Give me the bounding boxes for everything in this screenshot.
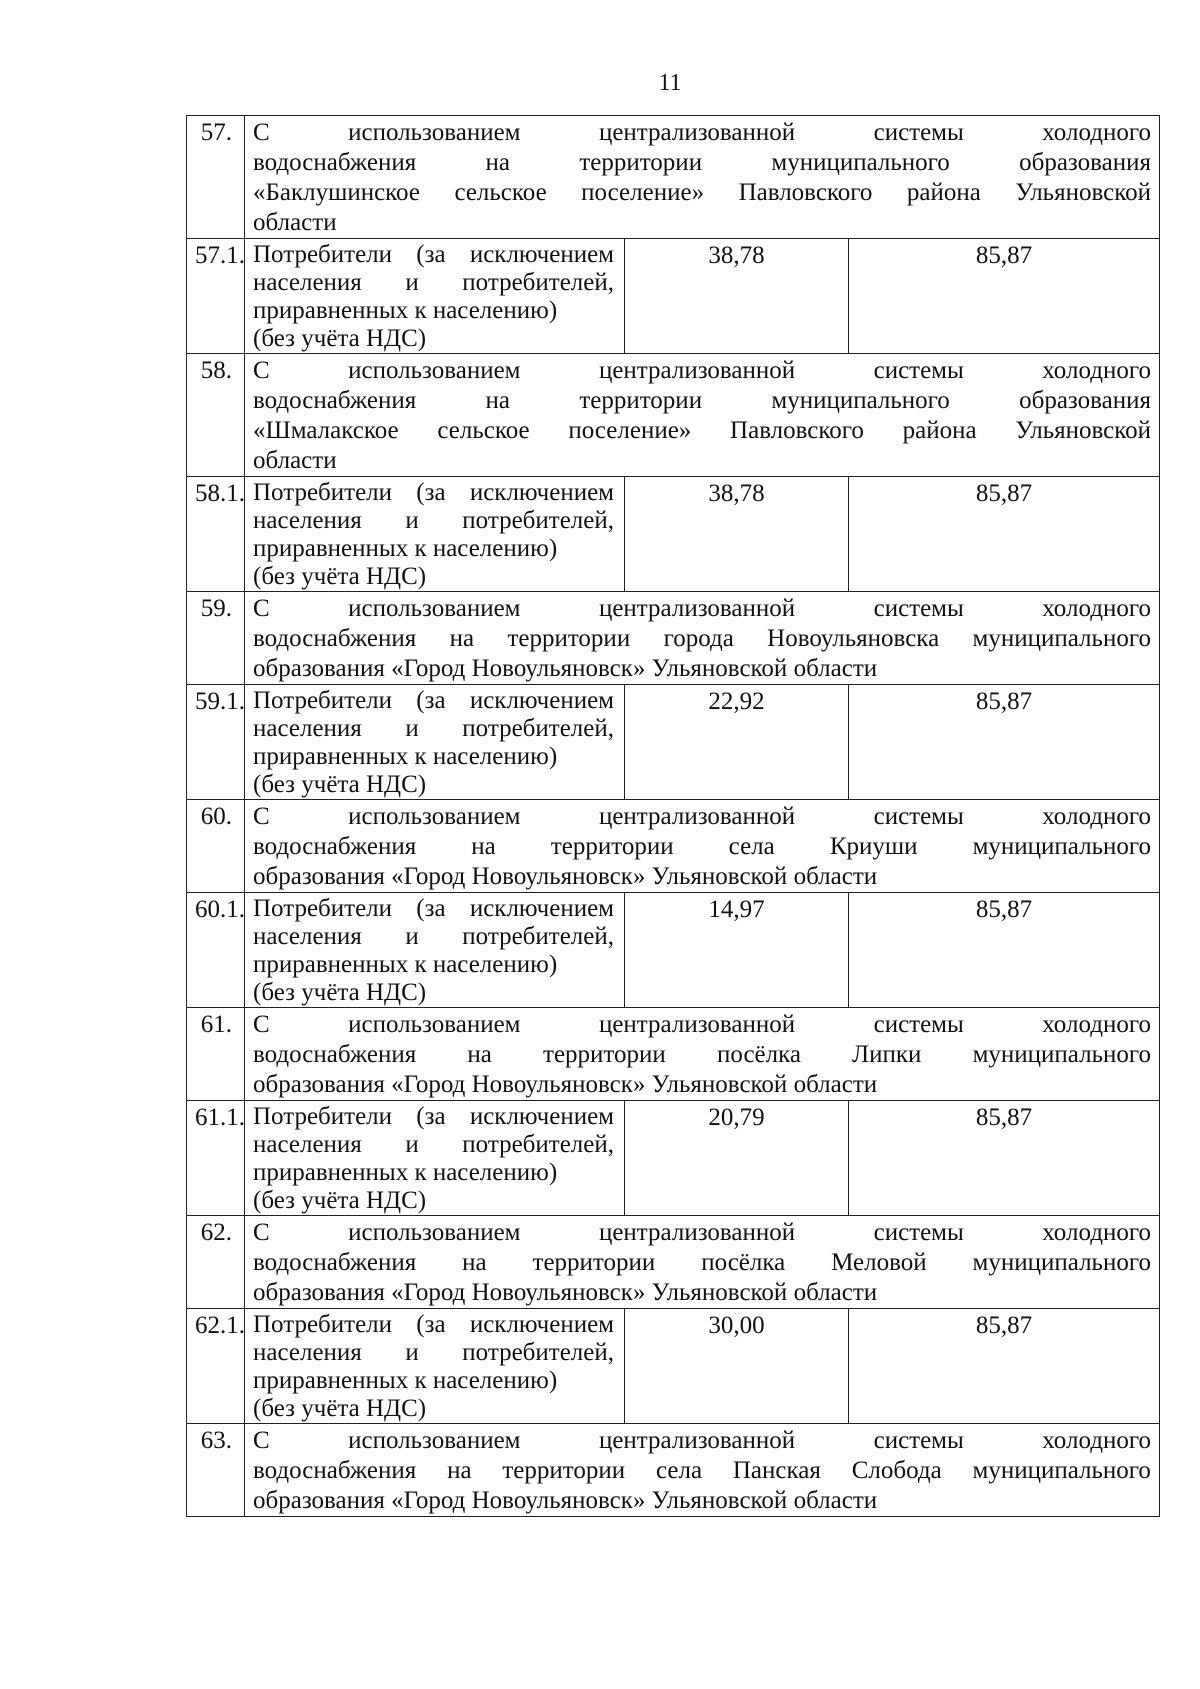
- word: холодного: [1042, 1427, 1151, 1454]
- word: централизованной: [598, 1219, 796, 1246]
- word: централизованной: [598, 1427, 796, 1454]
- word: населения: [253, 1131, 362, 1158]
- row-number: 57.: [187, 116, 245, 239]
- word: С: [253, 119, 270, 146]
- word: муниципального: [771, 149, 950, 176]
- word: централизованной: [598, 119, 796, 146]
- text-line-last: образования «Город Новоульяновск» Ульяновской области: [253, 655, 878, 682]
- consumer-row: [187, 1101, 1160, 1216]
- consumer-line: [253, 1339, 614, 1367]
- word: и: [405, 1131, 419, 1158]
- section-row: [187, 592, 1160, 685]
- consumer-category: [245, 893, 625, 1008]
- row-number: 63.: [187, 1424, 245, 1517]
- word: Ульяновской: [1015, 179, 1151, 206]
- section-description: [245, 1008, 1160, 1101]
- word: на: [462, 1249, 487, 1276]
- sub-row-number: 60.1.: [187, 893, 245, 1008]
- consumer-line: (без учёта НДС): [253, 325, 427, 352]
- word: Потребители: [253, 479, 393, 506]
- word: муниципального: [972, 1457, 1151, 1484]
- word: холодного: [1042, 119, 1151, 146]
- word: села: [655, 1457, 703, 1484]
- word: холодного: [1042, 595, 1151, 622]
- tariff-value-1: 20,79: [625, 1101, 849, 1216]
- word: территории: [550, 833, 674, 860]
- consumer-line: (без учёта НДС): [253, 979, 427, 1006]
- consumer-line: [253, 479, 614, 507]
- word: водоснабжения: [253, 625, 417, 652]
- word: (за: [416, 479, 446, 506]
- section-row: [187, 800, 1160, 893]
- word: Слобода: [851, 1457, 942, 1484]
- word: поселение»: [581, 179, 705, 206]
- word: муниципального: [972, 1041, 1151, 1068]
- word: потребителей,: [462, 269, 614, 296]
- word: системы: [873, 357, 964, 384]
- consumer-category: [245, 1309, 625, 1424]
- sub-row-number: 61.1.: [187, 1101, 245, 1216]
- word: Павловского: [738, 179, 873, 206]
- word: населения: [253, 1339, 362, 1366]
- tariff-value-1: 14,97: [625, 893, 849, 1008]
- text-line-last: области: [253, 209, 337, 236]
- word: холодного: [1042, 1011, 1151, 1038]
- word: водоснабжения: [253, 149, 417, 176]
- consumer-line: [253, 1311, 614, 1339]
- consumer-line: (без учёта НДС): [253, 1395, 427, 1422]
- section-description: [245, 116, 1160, 239]
- word: С: [253, 1427, 270, 1454]
- consumer-line: [253, 895, 614, 923]
- consumer-line: [253, 715, 614, 743]
- word: системы: [873, 1219, 964, 1246]
- word: территории: [579, 387, 703, 414]
- text-line: [253, 1426, 1151, 1456]
- word: посёлка: [701, 1249, 786, 1276]
- word: села: [728, 833, 775, 860]
- word: централизованной: [598, 357, 796, 384]
- word: образования: [1019, 149, 1151, 176]
- text-line-last: области: [253, 447, 337, 474]
- word: Меловой: [831, 1249, 927, 1276]
- word: водоснабжения: [253, 387, 417, 414]
- word: потребителей,: [462, 1339, 614, 1366]
- word: системы: [873, 119, 964, 146]
- word: сельское: [454, 179, 547, 206]
- text-line: [253, 356, 1151, 386]
- section-description: [245, 800, 1160, 893]
- word: Новоульяновска: [767, 625, 940, 652]
- word: территории: [543, 1041, 666, 1068]
- word: Ульяновской: [1015, 417, 1151, 444]
- consumer-line: приравненных к населению): [253, 1159, 558, 1186]
- word: потребителей,: [462, 923, 614, 950]
- consumer-line: (без учёта НДС): [253, 771, 427, 798]
- word: потребителей,: [462, 1131, 614, 1158]
- word: системы: [873, 1011, 964, 1038]
- tariff-table-body: [187, 116, 1160, 1517]
- word: системы: [873, 1427, 964, 1454]
- word: использованием: [348, 1011, 521, 1038]
- text-line: [253, 1218, 1151, 1248]
- section-description: [245, 1216, 1160, 1309]
- word: территории: [507, 625, 631, 652]
- consumer-row: [187, 239, 1160, 354]
- word: Потребители: [253, 687, 393, 714]
- consumer-line: [253, 507, 614, 535]
- section-row: [187, 354, 1160, 477]
- word: населения: [253, 507, 362, 534]
- text-line-last: образования «Город Новоульяновск» Ульяновской области: [253, 1071, 878, 1098]
- word: (за: [416, 241, 446, 268]
- sub-row-number: 58.1.: [187, 477, 245, 592]
- word: населения: [253, 923, 362, 950]
- word: С: [253, 803, 270, 830]
- consumer-category: [245, 1101, 625, 1216]
- word: централизованной: [598, 803, 796, 830]
- section-row: [187, 1008, 1160, 1101]
- word: исключением: [469, 895, 614, 922]
- word: образования: [1019, 387, 1151, 414]
- word: водоснабжения: [253, 1249, 417, 1276]
- word: сельское: [437, 417, 530, 444]
- consumer-row: [187, 685, 1160, 800]
- consumer-category: [245, 685, 625, 800]
- section-row: [187, 1216, 1160, 1309]
- word: централизованной: [598, 1011, 796, 1038]
- word: исключением: [469, 687, 614, 714]
- sub-row-number: 62.1.: [187, 1309, 245, 1424]
- word: исключением: [469, 479, 614, 506]
- tariff-value-2: 85,87: [849, 685, 1160, 800]
- consumer-line: приравненных к населению): [253, 297, 558, 324]
- section-description: [245, 592, 1160, 685]
- word: на: [485, 149, 511, 176]
- text-line-last: образования «Город Новоульяновск» Ульяновской области: [253, 1487, 878, 1514]
- word: посёлка: [716, 1041, 801, 1068]
- word: муниципального: [972, 1249, 1151, 1276]
- consumer-category: [245, 477, 625, 592]
- text-line: [253, 148, 1151, 178]
- word: использованием: [348, 357, 521, 384]
- word: использованием: [348, 1219, 521, 1246]
- consumer-line: приравненных к населению): [253, 743, 558, 770]
- consumer-line: (без учёта НДС): [253, 1187, 427, 1214]
- word: (за: [416, 1103, 446, 1130]
- word: С: [253, 595, 270, 622]
- word: С: [253, 1011, 270, 1038]
- row-number: 60.: [187, 800, 245, 893]
- section-description: [245, 1424, 1160, 1517]
- word: водоснабжения: [253, 1457, 417, 1484]
- consumer-line: [253, 687, 614, 715]
- word: (за: [416, 1311, 446, 1338]
- page-number: 11: [658, 70, 682, 96]
- tariff-value-2: 85,87: [849, 893, 1160, 1008]
- word: системы: [873, 595, 964, 622]
- word: на: [471, 833, 496, 860]
- consumer-line: приравненных к населению): [253, 951, 558, 978]
- tariff-value-2: 85,87: [849, 1309, 1160, 1424]
- consumer-category: [245, 239, 625, 354]
- word: населения: [253, 715, 362, 742]
- tariff-value-2: 85,87: [849, 239, 1160, 354]
- consumer-row: [187, 893, 1160, 1008]
- word: на: [485, 387, 511, 414]
- word: исключением: [469, 1311, 614, 1338]
- word: территории: [532, 1249, 656, 1276]
- word: Потребители: [253, 895, 393, 922]
- word: водоснабжения: [253, 833, 417, 860]
- consumer-row: [187, 1309, 1160, 1424]
- text-line-last: образования «Город Новоульяновск» Ульяновской области: [253, 1279, 878, 1306]
- word: и: [405, 507, 419, 534]
- tariff-value-2: 85,87: [849, 477, 1160, 592]
- word: потребителей,: [462, 715, 614, 742]
- word: холодного: [1042, 1219, 1151, 1246]
- consumer-line: приравненных к населению): [253, 535, 558, 562]
- tariff-value-1: 30,00: [625, 1309, 849, 1424]
- row-number: 59.: [187, 592, 245, 685]
- row-number: 61.: [187, 1008, 245, 1101]
- tariff-value-1: 22,92: [625, 685, 849, 800]
- text-line: [253, 416, 1151, 446]
- tariff-value-2: 85,87: [849, 1101, 1160, 1216]
- text-line: [253, 594, 1151, 624]
- word: населения: [253, 269, 362, 296]
- word: и: [405, 269, 419, 296]
- word: Павловского: [730, 417, 864, 444]
- word: на: [449, 625, 475, 652]
- word: Потребители: [253, 1103, 393, 1130]
- word: и: [405, 715, 419, 742]
- word: города: [663, 625, 734, 652]
- word: использованием: [348, 803, 521, 830]
- section-row: [187, 116, 1160, 239]
- word: холодного: [1042, 803, 1151, 830]
- word: Потребители: [253, 241, 393, 268]
- tariff-value-1: 38,78: [625, 239, 849, 354]
- text-line: [253, 1010, 1151, 1040]
- word: на: [467, 1041, 492, 1068]
- word: района: [906, 179, 981, 206]
- row-number: 58.: [187, 354, 245, 477]
- word: Потребители: [253, 1311, 393, 1338]
- word: и: [405, 923, 419, 950]
- consumer-line: [253, 1103, 614, 1131]
- word: С: [253, 1219, 270, 1246]
- word: территории: [579, 149, 703, 176]
- text-line: [253, 802, 1151, 832]
- word: использованием: [348, 595, 521, 622]
- consumer-line: [253, 269, 614, 297]
- word: и: [405, 1339, 419, 1366]
- word: использованием: [348, 119, 521, 146]
- word: Панская: [732, 1457, 821, 1484]
- word: С: [253, 357, 270, 384]
- text-line: [253, 1040, 1151, 1070]
- text-line: [253, 178, 1151, 208]
- consumer-line: [253, 241, 614, 269]
- text-line: [253, 1456, 1151, 1486]
- sub-row-number: 59.1.: [187, 685, 245, 800]
- consumer-line: [253, 1131, 614, 1159]
- word: муниципального: [972, 625, 1151, 652]
- word: «Баклушинское: [253, 179, 420, 206]
- word: исключением: [469, 1103, 614, 1130]
- word: холодного: [1042, 357, 1151, 384]
- word: централизованной: [598, 595, 796, 622]
- word: использованием: [348, 1427, 521, 1454]
- text-line: [253, 832, 1151, 862]
- text-line: [253, 1248, 1151, 1278]
- word: потребителей,: [462, 507, 614, 534]
- word: (за: [416, 687, 446, 714]
- section-row: [187, 1424, 1160, 1517]
- text-line: [253, 386, 1151, 416]
- word: муниципального: [771, 387, 950, 414]
- consumer-line: (без учёта НДС): [253, 563, 427, 590]
- word: системы: [873, 803, 964, 830]
- word: Криуши: [829, 833, 918, 860]
- word: Липки: [852, 1041, 922, 1068]
- word: «Шмалакское: [253, 417, 399, 444]
- consumer-row: [187, 477, 1160, 592]
- sub-row-number: 57.1.: [187, 239, 245, 354]
- tariff-value-1: 38,78: [625, 477, 849, 592]
- tariff-table: [186, 115, 1160, 1517]
- section-description: [245, 354, 1160, 477]
- word: водоснабжения: [253, 1041, 417, 1068]
- word: муниципального: [972, 833, 1151, 860]
- text-line: [253, 118, 1151, 148]
- word: поселение»: [568, 417, 692, 444]
- consumer-line: [253, 923, 614, 951]
- text-line-last: образования «Город Новоульяновск» Ульяновской области: [253, 863, 878, 890]
- row-number: 62.: [187, 1216, 245, 1309]
- word: территории: [502, 1457, 626, 1484]
- consumer-line: приравненных к населению): [253, 1367, 558, 1394]
- word: исключением: [469, 241, 614, 268]
- text-line: [253, 624, 1151, 654]
- word: района: [902, 417, 977, 444]
- word: на: [447, 1457, 472, 1484]
- word: (за: [416, 895, 446, 922]
